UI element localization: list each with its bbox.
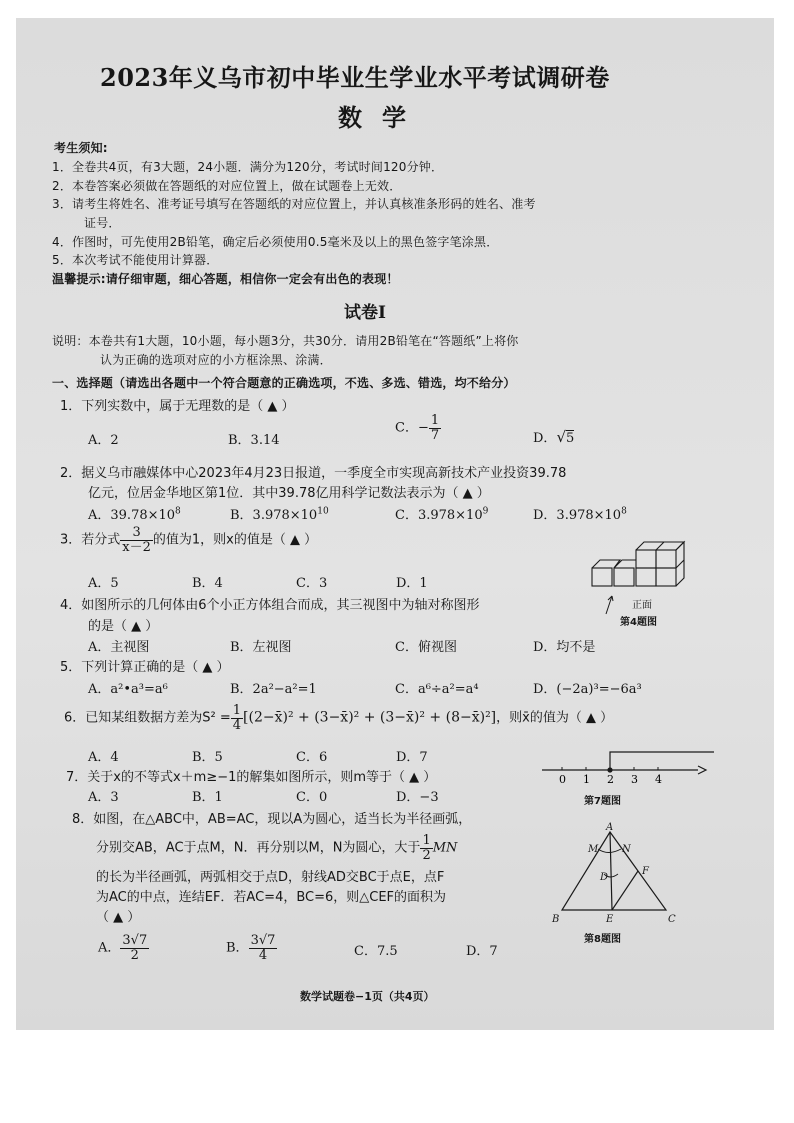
q2-option-a: A．$39.78\times 10^8$ <box>88 506 181 523</box>
question-8-stem: （ ▲ ） <box>96 910 141 925</box>
q6-option-a: A．4 <box>88 750 119 765</box>
number-line-tick-label: 3 <box>631 773 638 786</box>
exam-page <box>16 18 774 1030</box>
question-2-stem: 亿元，位居金华地区第1位．其中39.78亿用科学记数法表示为（ ▲ ） <box>88 486 490 501</box>
point-label-E: E <box>606 914 614 925</box>
q3-option-a: A．5 <box>88 576 119 591</box>
point-label-C: C <box>668 914 676 925</box>
section-heading: 一、选择题（请选出各题中一个符合题意的正确选项，不选、多选、错选，均不给分） <box>52 376 516 390</box>
q6-option-c: C．6 <box>296 750 328 765</box>
q3-option-b: B．4 <box>192 576 223 591</box>
notice-item: 2．本卷答案必须做在答题纸的对应位置上，做在试题卷上无效． <box>52 179 402 193</box>
point-label-A: A <box>606 822 614 833</box>
q8-figure-caption: 第8题图 <box>584 934 621 945</box>
notice-item: 5．本次考试不能使用计算器． <box>52 253 219 267</box>
notice-item: 证号． <box>84 216 121 230</box>
question-6-stem: 6．已知某组数据方差为S² = $\frac{1}{4}$ [(2−x̄)² + (3−x̄)² + (3−x̄)² + (8−x̄)²]，则x̄的值为（ ▲ ） <box>64 703 614 733</box>
point-label-F: F <box>642 866 649 877</box>
q6-option-b: B．5 <box>192 750 223 765</box>
q8-option-d: D．7 <box>466 944 498 959</box>
q7-option-b: B．1 <box>192 790 223 805</box>
q8-option-c: C．7.5 <box>354 944 398 959</box>
point-label-D: D <box>600 872 609 883</box>
question-2-stem: 2．据义乌市融媒体中心2023年4月23日报道，一季度全市实现高新技术产业投资39.78 <box>60 466 567 481</box>
q5-option-d: D．(−2a)³=−6a³ <box>533 682 642 697</box>
number-line-tick-label: 1 <box>583 773 590 786</box>
exam-title: 2023年义乌市初中毕业生学业水平考试调研卷 <box>100 63 610 92</box>
instructions-line: 认为正确的选项对应的小方框涂黑、涂满． <box>100 353 332 367</box>
warm-tip <box>52 270 399 287</box>
q4-option-d: D．均不是 <box>533 640 596 655</box>
point-label-B: B <box>552 914 560 925</box>
question-1-stem: 1．下列实数中，属于无理数的是（ ▲ ） <box>60 399 295 414</box>
q4-option-c: C．俯视图 <box>395 640 457 655</box>
q1-option-d: D．√5 <box>533 428 575 446</box>
question-8-stem: 8．如图，在△ABC中，AB=AC，现以A为圆心，适当长为半径画弧， <box>72 812 472 827</box>
q8-triangle-figure <box>544 822 684 928</box>
q1-option-a: A．2 <box>88 433 119 448</box>
q1-option-b: B．3.14 <box>228 433 280 448</box>
warm-tip-text: 请仔细审题，细心答题，相信你一定会有出色的表现！ <box>105 272 399 286</box>
notice-item: 4．作图时，可先使用2B铅笔，确定后必须使用0.5毫米及以上的黑色签字笔涂黑． <box>52 235 499 249</box>
notice-heading: 考生须知: <box>54 141 108 155</box>
q5-option-c: C．a⁶÷a²=a⁴ <box>395 682 479 697</box>
notice-item: 3．请考生将姓名、准考证号填写在答题纸的对应位置上，并认真核准条形码的姓名、准考 <box>52 197 536 211</box>
instructions-line: 说明：本卷共有1大题，10小题，每小题3分，共30分．请用2B铅笔在“答题纸”上将你 <box>52 334 519 348</box>
q8-option-a: A． $\frac{3√7}{2}$ <box>98 933 148 963</box>
q6-option-d: D．7 <box>396 750 428 765</box>
solution-endpoint <box>607 767 612 772</box>
q7-number-line <box>538 748 718 794</box>
number-line-tick-label: 4 <box>655 773 662 786</box>
q4-figure-caption: 第4题图 <box>620 617 657 628</box>
question-7-stem: 7．关于x的不等式x＋m≥−1的解集如图所示，则m等于（ ▲ ） <box>66 770 437 785</box>
q7-figure-caption: 第7题图 <box>584 796 621 807</box>
q4-option-a: A．主视图 <box>88 640 150 655</box>
q5-option-a: A．a²•a³=a⁶ <box>88 682 168 697</box>
q4-option-b: B．左视图 <box>230 640 292 655</box>
point-label-N: N <box>622 844 631 855</box>
question-5-stem: 5．下列计算正确的是（ ▲ ） <box>60 660 230 675</box>
q8-option-b: B． $\frac{3√7}{4}$ <box>226 933 276 963</box>
warm-tip-label: 温馨提示: <box>52 272 106 286</box>
question-4-stem: 4．如图所示的几何体由6个小正方体组合而成，其三视图中为轴对称图形 <box>60 598 480 613</box>
q1-option-c: C．− $\frac{1}{7}$ <box>395 413 440 443</box>
point-label-M: M <box>588 844 599 855</box>
solution-ray <box>610 752 714 770</box>
q5-option-b: B．2a²−a²=1 <box>230 682 317 697</box>
q2-option-b: B．$3.978\times 10^{10}$ <box>230 506 329 523</box>
question-3-stem: 3．若分式 $\frac{3}{x-2}$ 的值为1，则x的值是（ ▲ ） <box>60 525 318 555</box>
q4-front-label: 正面 <box>632 600 652 611</box>
q7-option-a: A．3 <box>88 790 119 805</box>
sqrt-symbol: √ <box>556 428 566 446</box>
notice-item: 1．全卷共4页，有3大题，24小题．满分为120分，考试时间120分钟． <box>52 160 444 174</box>
question-8-stem: 分别交AB，AC于点M，N．再分别以M，N为圆心，大于 $\frac{1}{2}$ MN <box>96 833 458 863</box>
paper-title: 试卷Ⅰ <box>344 303 386 323</box>
subject-title: 数学 <box>338 103 426 132</box>
question-8-stem: 为AC的中点，连结EF．若AC=4，BC=6，则△CEF的面积为 <box>96 890 447 905</box>
q3-option-c: C．3 <box>296 576 328 591</box>
q7-option-c: C．0 <box>296 790 328 805</box>
number-line-tick-label: 2 <box>607 773 614 786</box>
q7-option-d: D．−3 <box>396 790 439 805</box>
question-8-stem: 的长为半径画弧，两弧相交于点D，射线AD交BC于点E，点F <box>96 870 445 885</box>
number-line-tick-label: 0 <box>559 773 566 786</box>
q3-option-d: D．1 <box>396 576 428 591</box>
page-footer: 数学试题卷−1页（共4页） <box>300 990 435 1003</box>
question-4-stem: 的是（ ▲ ） <box>88 619 159 634</box>
q2-option-d: D．$3.978\times 10^8$ <box>533 506 627 523</box>
q2-option-c: C．$3.978\times 10^9$ <box>395 506 489 523</box>
